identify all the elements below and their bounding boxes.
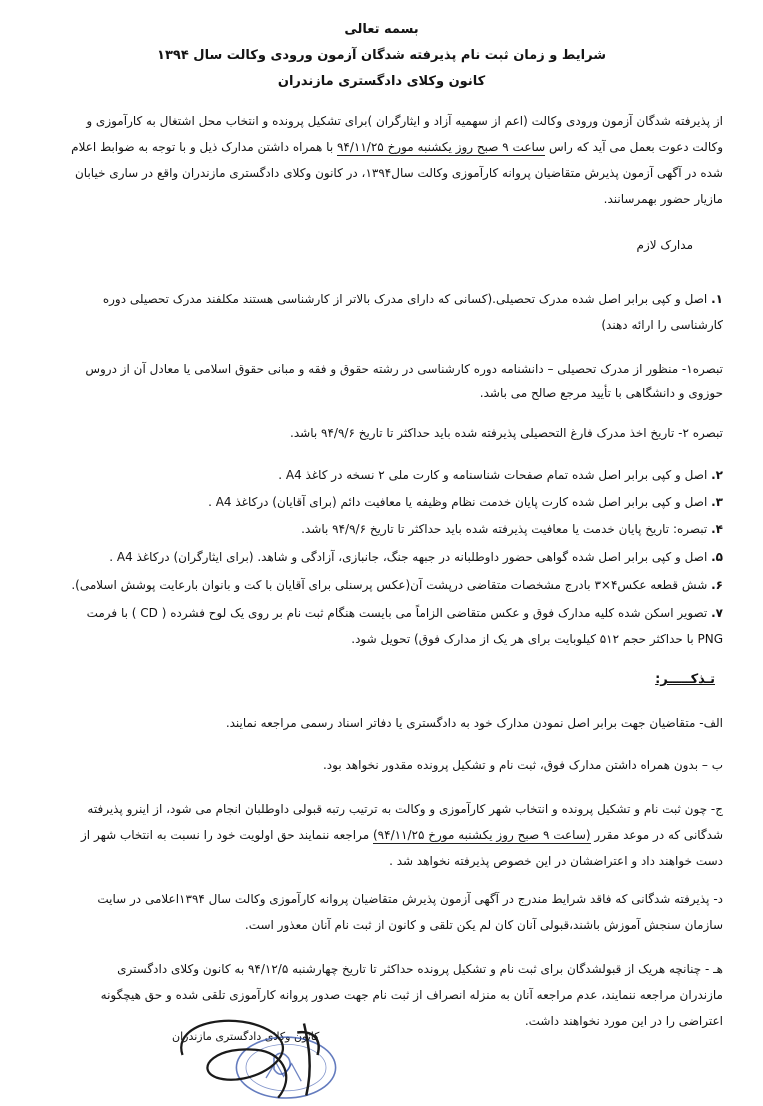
item-6-text: شش قطعه عکس۴×۳ بادرج مشخصات متقاضی درپشت آن(عکس پرسنلی برای آقایان با کت و بانوان بارعایت پوشش اسلامی). bbox=[71, 578, 708, 592]
item-1-text: اصل و کپی برابر اصل شده مدرک تحصیلی.(کسانی که دارای مدرک بالاتر از کارشناسی هستند مکلفند مدرک تحصیلی دوره bbox=[102, 292, 708, 306]
reminder-d-line-2: سازمان سنجش آموزش باشند،قبولی آنان کان لم یکن تلقی و کانون از ثبت نام آنان معذور است. bbox=[244, 918, 723, 932]
reminder-c-post: مراجعه ننمایند حق اولویت خود را نسبت به انتخاب شهر از bbox=[81, 828, 373, 842]
item-3-number: ۳. bbox=[711, 495, 723, 509]
item-6-number: ۶. bbox=[711, 578, 723, 592]
intro-line-3: شده در آگهی آزمون پذیرش متقاضیان پروانه کارآموزی وکالت سال۱۳۹۴، در کانون وکلای دادگستری مازندران واقع در ساری خیابان bbox=[74, 166, 723, 180]
item-1-line-1 bbox=[40, 286, 723, 312]
intro-line-2 bbox=[40, 134, 723, 160]
item-7-number: ۷. bbox=[711, 606, 723, 620]
item-7-line-1 bbox=[40, 600, 723, 626]
reminder-d-line-1: د- پذیرفته شدگانی که فاقد شرایط مندرج در آگهی آزمون پذیرش متقاضیان پروانه کارآموزی وکالت سال ۱۳۹۴اعلامی در سایت bbox=[97, 892, 723, 906]
reminder-c-line-3: دست خواهند داد و اعتراضشان در این خصوص پذیرفته نخواهد شد . bbox=[389, 854, 723, 868]
reminder-c-line-1: ج- چون ثبت نام و تشکیل پرونده و انتخاب شهر کارآموزی و وکالت به ترتیب رتبه قبولی داوطلبان انجام می شود، از اینرو پذیرفته bbox=[87, 802, 723, 816]
reminder-e-line-3: اعتراضی را در این مورد نخواهند داشت. bbox=[524, 1014, 723, 1028]
reminder-c-deadline-emphasis: (ساعت ۹ صبح روز یکشنبه مورخ ۹۴/۱۱/۲۵) bbox=[372, 828, 591, 842]
item-1-number: ۱. bbox=[711, 292, 723, 306]
reminder-e-line-2: مازندران مراجعه ننمایند، عدم مراجعه آنان به منزله انصراف از ثبت نام جهت صدور پروانه کارآموزی تلقی شده و حق هیچگونه bbox=[100, 988, 723, 1002]
intro-deadline-emphasis: ساعت ۹ صبح روز یکشنبه مورخ ۹۴/۱۱/۲۵ bbox=[336, 140, 546, 154]
note-1-line-1: تبصره۱- منظور از مدرک تحصیلی – دانشنامه دوره کارشناسی در رشته حقوق و فقه و مبانی حقوق اسلامی یا معادل آن از دروس bbox=[85, 362, 723, 376]
list-item bbox=[40, 516, 723, 542]
item-5-number: ۵. bbox=[711, 550, 723, 564]
reminder-b: ب – بدون همراه داشتن مدارک فوق، ثبت نام و تشکیل پرونده مقدور نخواهد بود. bbox=[322, 758, 723, 772]
item-5-text: اصل و کپی برابر اصل شده گواهی حضور داوطلبانه در جبهه جنگ، جانبازی، آزادگی و شاهد. (برای ایثارگران) درکاغذ A4 . bbox=[109, 550, 708, 564]
item-2-number: ۲. bbox=[711, 468, 723, 482]
reminder-c-pre: شدگانی که در موعد مقرر bbox=[590, 828, 723, 842]
basmala: بسمه تعالی bbox=[344, 22, 419, 37]
item-3-text: اصل و کپی برابر اصل شده کارت پایان خدمت نظام وظیفه یا معافیت دائم (برای آقایان) درکاغذ A4 . bbox=[208, 495, 708, 509]
intro-line-2-pre: وکالت دعوت بعمل می آید که راس bbox=[545, 140, 723, 154]
note-1-line-2: حوزوی و دانشگاهی با تأیید مرجع صالح می باشد. bbox=[479, 386, 723, 400]
document-title: شرایط و زمان ثبت نام پذیرفته شدگان آزمون ورودی وکالت سال ۱۳۹۴ bbox=[157, 48, 606, 63]
item-4-text: تبصره: تاریخ پایان خدمت یا معافیت پذیرفته شده باید حداکثر تا تاریخ ۹۴/۹/۶ باشد. bbox=[301, 522, 708, 536]
documents-heading: مدارک لازم bbox=[636, 238, 693, 252]
item-2-text: اصل و کپی برابر اصل شده تمام صفحات شناسنامه و کارت ملی ۲ نسخه در کاغذ A4 . bbox=[278, 468, 708, 482]
signature-label: کانون وکلای دادگستری مازندران bbox=[172, 1030, 320, 1043]
item-7-line-2: PNG با حداکثر حجم ۵۱۲ کیلوبایت برای هر یک از مدارک فوق) تحویل شود. bbox=[351, 632, 723, 646]
intro-line-4: مازیار حضور بهمرسانند. bbox=[603, 192, 723, 206]
list-item bbox=[40, 572, 723, 598]
signature-icon bbox=[150, 1010, 350, 1100]
reminder-a: الف- متقاضیان جهت برابر اصل نمودن مدارک خود به دادگستری یا دفاتر اسناد رسمی مراجعه نمایند. bbox=[225, 716, 723, 730]
intro-line-2-post: با همراه داشتن مدارک ذیل و با توجه به ضوابط اعلام bbox=[71, 140, 337, 154]
item-7-text: تصویر اسکن شده کلیه مدارک فوق و عکس متقاضی الزاماً می بایست هنگام ثبت نام بر روی یک لوح فشرده ( CD ) با فرمت bbox=[86, 606, 708, 620]
reminder-e-line-1: هـ - چنانچه هریک از قبولشدگان برای ثبت نام و تشکیل پرونده حداکثر تا تاریخ چهارشنبه ۹۴/۱۲/۵ به کانون وکلای دادگستری bbox=[117, 962, 723, 976]
item-4-number: ۴. bbox=[711, 522, 723, 536]
item-1-line-2: کارشناسی را ارائه دهند) bbox=[601, 318, 723, 332]
reminder-heading: تـذکـــــر: bbox=[655, 672, 715, 687]
list-item bbox=[40, 544, 723, 570]
list-item bbox=[40, 489, 723, 515]
list-item bbox=[40, 462, 723, 488]
intro-line-1: از پذیرفته شدگان آزمون ورودی وکالت (اعم از سهمیه آزاد و ایثارگران )برای تشکیل پرونده و انتخاب محل اشتغال به کارآموزی و bbox=[86, 114, 723, 128]
note-2: تبصره ۲- تاریخ اخذ مدرک فارغ التحصیلی پذیرفته شده باید حداکثر تا تاریخ ۹۴/۹/۶ باشد. bbox=[290, 426, 723, 440]
organization-name: کانون وکلای دادگستری مازندران bbox=[277, 74, 486, 89]
reminder-c-line-2 bbox=[40, 822, 723, 848]
